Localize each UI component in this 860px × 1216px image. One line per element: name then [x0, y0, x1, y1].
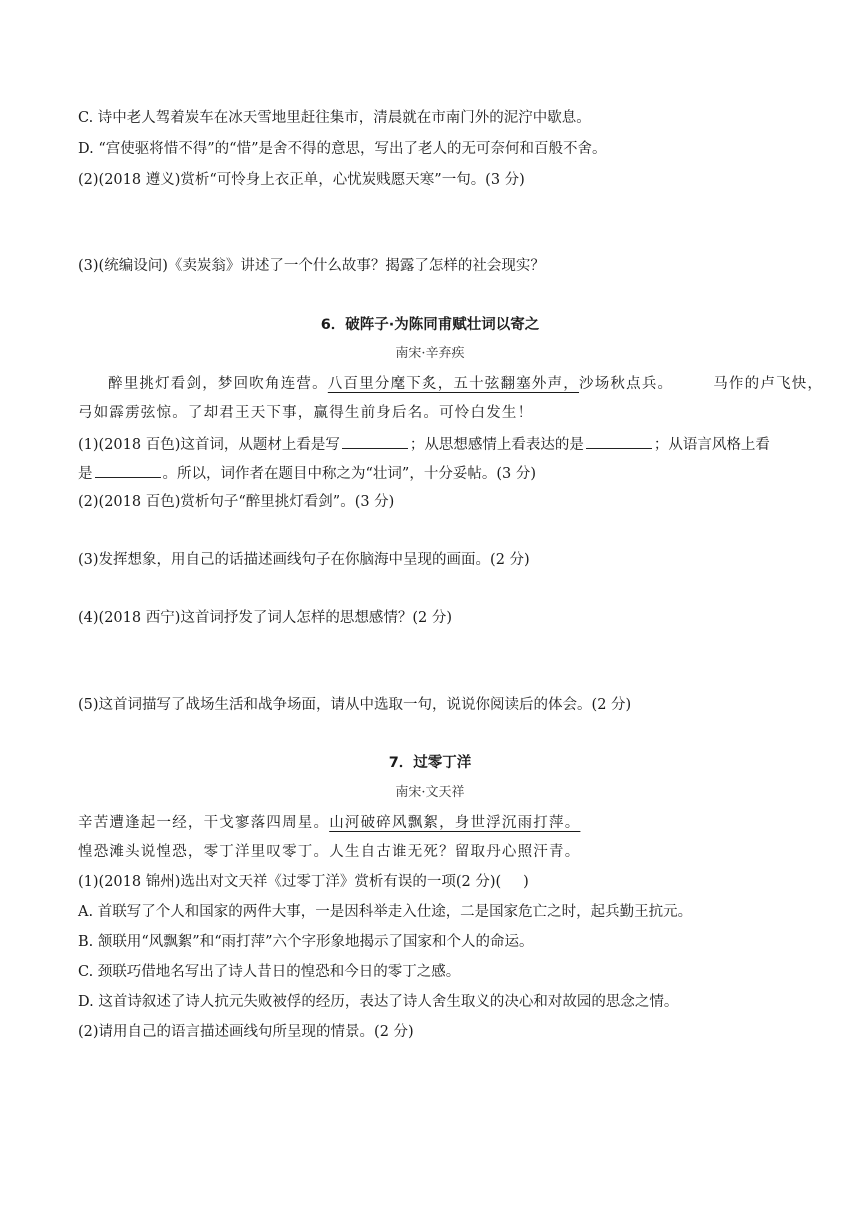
poem-7-option-b: B. 颔联用“风飘絮”和“雨打萍”六个字形象地揭示了国家和个人的命运。 — [78, 934, 534, 950]
poem-6-line-1-c: 马作的卢飞快， — [713, 376, 824, 392]
poem-7-title: 7．过零丁洋 — [388, 755, 472, 771]
answer-blank-1[interactable] — [342, 434, 408, 449]
q1-stem: (1)(2018 锦州)选出对文天祥《过零丁洋》赏析有误的一项(2 分)( — [78, 874, 502, 890]
q1-text-d: 是 — [78, 466, 93, 482]
q1-text-e: 。所以，词作者在题目中称之为“壮词”，十分妥帖。(3 分) — [162, 466, 536, 482]
poem-6-question-3: (3)发挥想象，用自己的话描述画线句子在你脑海中呈现的画面。(2 分) — [78, 552, 530, 568]
question-3: (3)(统编设问)《卖炭翁》讲述了一个什么故事？揭露了怎样的社会现实？ — [78, 258, 545, 274]
option-d: D. “宫使驱将惜不得”的“惜”是舍不得的意思，写出了老人的无可奈何和百般不舍。 — [78, 141, 607, 157]
poem-7-line-1 — [78, 813, 580, 833]
poem-6-title: 6．破阵子·为陈同甫赋壮词以寄之 — [320, 317, 540, 333]
answer-blank-2[interactable] — [586, 434, 652, 449]
poem-6-underlined-text: 八百里分麾下炙，五十弦翻塞外声， — [327, 376, 580, 392]
poem-7-underlined-text: 山河破碎风飘絮，身世浮沉雨打萍。 — [329, 815, 581, 831]
poem-7-option-c: C. 颈联巧借地名写出了诗人昔日的惶恐和今日的零丁之感。 — [78, 964, 461, 980]
q1-text-b: ；从思想感情上看表达的是 — [409, 437, 584, 453]
q1-text-c: ；从语言风格上看 — [653, 437, 770, 453]
poem-6-line-2: 弓如霹雳弦惊。了却君王天下事，赢得生前身后名。可怜白发生！ — [78, 405, 534, 421]
poem-6-question-5: (5)这首词描写了战场生活和战争场面，请从中选取一句，说说你阅读后的体会。(2 分) — [78, 697, 632, 713]
poem-7-line-1-a: 辛苦遭逢起一经，干戈寥落四周星。 — [78, 815, 330, 831]
q1-close: ) — [523, 874, 529, 890]
q1-text-a: (1)(2018 百色)这首词，从题材上看是写 — [78, 437, 340, 453]
poem-7-option-a: A. 首联写了个人和国家的两件大事，一是因科举走入仕途，二是国家危亡之时，起兵勤王抗元。 — [78, 904, 693, 920]
poem-7-option-d: D. 这首诗叙述了诗人抗元失败被俘的经历，表达了诗人舍生取义的决心和对故园的思念之情。 — [78, 994, 679, 1010]
option-c: C. 诗中老人驾着炭车在冰天雪地里赶往集市，清晨就在市南门外的泥泞中歇息。 — [78, 110, 591, 126]
answer-blank-3[interactable] — [95, 463, 161, 478]
poem-6-question-1 — [78, 434, 770, 455]
poem-6-question-4: (4)(2018 西宁)这首词抒发了词人怎样的思想感情？(2 分) — [78, 610, 453, 626]
poem-7-question-1 — [78, 872, 529, 892]
poem-7-author: 南宋·文天祥 — [395, 785, 465, 800]
poem-6-question-1-cont — [78, 463, 536, 484]
poem-6-question-2: (2)(2018 百色)赏析句子“醉里挑灯看剑”。(3 分) — [78, 494, 395, 510]
poem-6-author: 南宋·辛弃疾 — [395, 346, 465, 361]
poem-7-question-2: (2)请用自己的语言描述画线句所呈现的情景。(2 分) — [78, 1024, 414, 1040]
poem-6-line-1-a: 醉里挑灯看剑，梦回吹角连营。 — [108, 376, 328, 392]
poem-7-line-2: 惶恐滩头说惶恐，零丁洋里叹零丁。人生自古谁无死？留取丹心照汗青。 — [78, 844, 581, 860]
question-2: (2)(2018 遵义)赏析“可怜身上衣正单，心忧炭贱愿天寒”一句。(3 分) — [78, 172, 525, 188]
poem-6-line-1 — [108, 374, 823, 394]
poem-6-line-1-b: 沙场秋点兵。 — [579, 376, 674, 392]
